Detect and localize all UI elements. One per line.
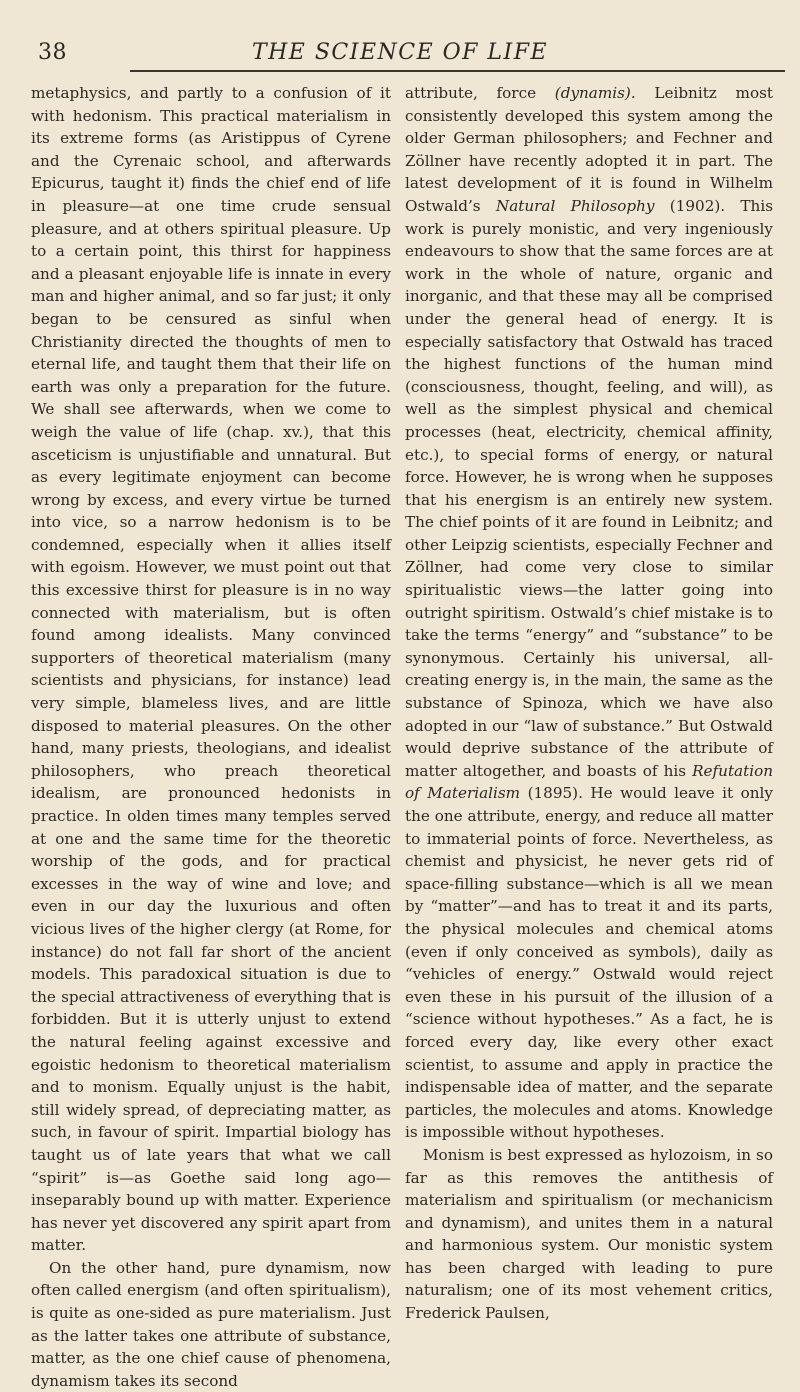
running-title: THE SCIENCE OF LIFE (251, 40, 549, 65)
page-number: 38 (38, 40, 67, 65)
text-run: attribute, force (405, 84, 555, 102)
right-column (405, 82, 773, 1325)
header-rule (130, 70, 785, 72)
book-title: Natural Philosophy (495, 196, 655, 215)
paragraph: On the other hand, pure dynamism, now often called energism (and often spiritualism), is quite as one-sided as pure materialism. Just as the latter takes one attribute of substance, matter, as the one chief cause of phenomena, dynamism takes its second (31, 1258, 391, 1390)
paragraph: metaphysics, and partly to a confusion of it with hedonism. This practical materialism in its extreme forms (as Aristippus of Cyrene and the Cyrenaic school, and afterwards Epicurus, taught it) finds the chief end of life in pleasure—at one time crude sensual pleasure, and at others spiritual pleasure. Up to a certain point, this thirst for happiness and a pleasant enjoyable life is innate in every man and higher animal, and so far just; it only began to be censured as sinful when Christianity directed the thoughts of men to eternal life, and taught them that their life on earth was only a preparation for the future. We shall see afterwards, when we come to weigh the value of life (chap. xv.), that this asceticism is unjustifiable and unnatural. But as every legitimate enjoyment can become wrong by excess, and every virtue be turned into vice, so a narrow hedonism is to be condemned, especially when it allies itself with egoism. However, we must point out that this excessive thirst for pleasure is in no way connected with materialism, but is often found among idealists. Many convinced supporters of theoretical materialism (many scientists and physicians, for instance) lead very simple, blameless lives, and are little disposed to material pleasures. On the other hand, many priests, theologians, and idealist philosophers, who preach theoretical idealism, are pronounced hedonists in practice. In olden times many temples served at one and the same time for the theoretic worship of the gods, and for practical excesses in the way of wine and love; and even in our day the luxurious and often vicious lives of the higher clergy (at Rome, for instance) do not fall far short of the ancient models. This paradoxical situation is due to the special attractiveness of everything that is forbidden. But it is utterly unjust to extend the natural feeling against excessive and egoistic hedonism to theoretical materialism and to monism. Equally unjust is the habit, still widely spread, of depreciating matter, as such, in favour of spirit. Impartial biology has taught us of late years that what we call “spirit” is—as Goethe said long ago—inseparably bound up with matter. Experience has never yet discovered any spirit apart from matter. (31, 84, 391, 1255)
book-title: Refutation of Materialism (405, 761, 773, 803)
italic-term: (dynamis). (554, 84, 636, 102)
text-run: (1895). He would leave it only the one attribute, energy, and reduce all matter to immaterial points of force. Nevertheless, as chemist and physicist, he never gets rid of space-filling substance—which is all we mean by “matter”—and has to treat it and its parts, the physical molecules and chemical atoms (even if only conceived as symbols), daily as “vehicles of energy.” Ostwald would reject even these in his pursuit of the illusion of a “science without hypotheses.” As a fact, he is forced every day, like every other exact scientist, to assume and apply in practice the indispensable idea of matter, and the separate particles, the molecules and atoms. Knowledge is impossible without hypotheses. (405, 784, 773, 1142)
page-header (0, 0, 800, 74)
paragraph: Monism is best expressed as hylozoism, in so far as this removes the antithesis of materialism and spiritualism (or mechanicism and dynamism), and unites them in a natural and harmonious system. Our monistic system has been charged with leading to pure naturalism; one of its most vehement critics, Frederick Paulsen, (405, 1145, 773, 1323)
paragraph (405, 82, 773, 1144)
text-run: (1902). This work is purely monistic, and very ingeniously endeavours to show that the same forces are at work in the whole of nature, organic and inorganic, and that these may all be comprised under the general head of energy. It is especially satisfactory that Ostwald has traced the highest functions of the human mind (consciousness, thought, feeling, and will), as well as the simplest physical and chemical processes (heat, electricity, chemical affinity, etc.), to special forms of energy, or natural force. However, he is wrong when he supposes that his energism is an entirely new system. The chief points of it are found in Leibnitz; and other Leipzig scientists, especially Fechner and Zöllner, had come very close to similar spiritualistic views—the latter going into outright spiritism. Ostwald’s chief mistake is to take the terms “energy” and “substance” to be synonymous. Certainly his universal, all-creating energy is, in the main, the same as the substance of Spinoza, which we have also adopted in our “law of substance.” But Ostwald would deprive substance of the attribute of matter altogether, and boasts of his (405, 196, 773, 780)
left-column (31, 82, 391, 1392)
text-run: Leibnitz most consistently developed this system among the older German philosophers; and Fechner and Zöllner have recently adopted it in part. The latest development of it is found in Wilhelm Ostwald’s (405, 84, 773, 215)
